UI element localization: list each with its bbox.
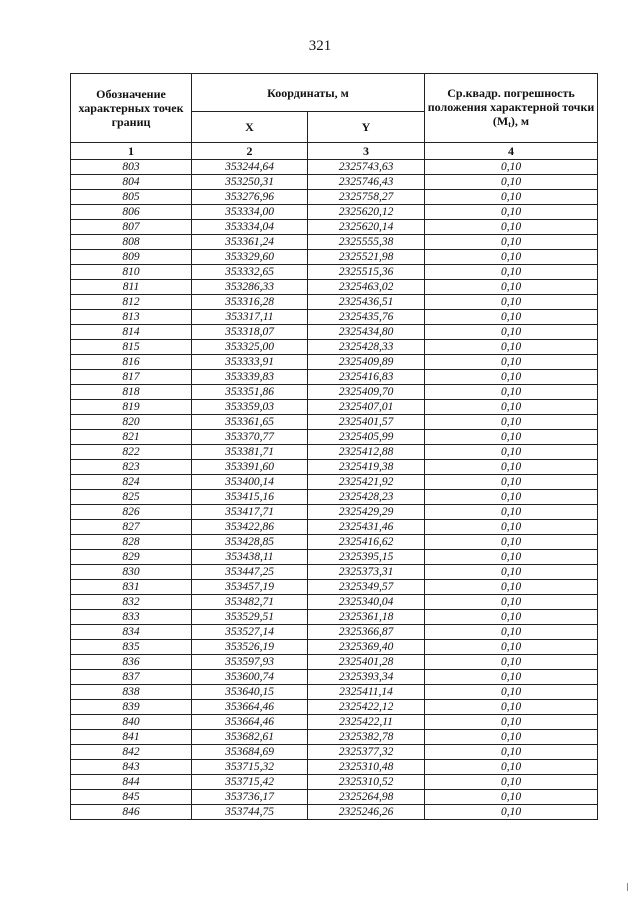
point-number-cell: 826 bbox=[71, 505, 192, 520]
point-number-cell: 837 bbox=[71, 670, 192, 685]
error-cell: 0,10 bbox=[425, 790, 598, 805]
point-number-cell: 817 bbox=[71, 370, 192, 385]
table-row bbox=[71, 700, 598, 715]
table-row bbox=[71, 445, 598, 460]
column-number: 3 bbox=[308, 143, 425, 160]
y-coordinate-cell: 2325361,18 bbox=[308, 610, 425, 625]
y-coordinate-cell: 2325393,34 bbox=[308, 670, 425, 685]
error-cell: 0,10 bbox=[425, 220, 598, 235]
table-row bbox=[71, 415, 598, 430]
point-number-cell: 809 bbox=[71, 250, 192, 265]
point-number-cell: 806 bbox=[71, 205, 192, 220]
error-cell: 0,10 bbox=[425, 535, 598, 550]
point-number-cell: 818 bbox=[71, 385, 192, 400]
table-row bbox=[71, 340, 598, 355]
x-coordinate-cell: 353370,77 bbox=[192, 430, 308, 445]
error-cell: 0,10 bbox=[425, 460, 598, 475]
point-number-cell: 820 bbox=[71, 415, 192, 430]
error-cell: 0,10 bbox=[425, 640, 598, 655]
error-cell: 0,10 bbox=[425, 805, 598, 820]
x-coordinate-cell: 353529,51 bbox=[192, 610, 308, 625]
x-coordinate-cell: 353715,42 bbox=[192, 775, 308, 790]
point-number-cell: 834 bbox=[71, 625, 192, 640]
point-number-cell: 846 bbox=[71, 805, 192, 820]
point-number-cell: 844 bbox=[71, 775, 192, 790]
point-number-cell: 835 bbox=[71, 640, 192, 655]
point-number-cell: 813 bbox=[71, 310, 192, 325]
header-coordinates: Координаты, м bbox=[192, 74, 425, 112]
y-coordinate-cell: 2325422,12 bbox=[308, 700, 425, 715]
point-number-cell: 832 bbox=[71, 595, 192, 610]
column-numbers-row bbox=[71, 143, 598, 160]
table-row bbox=[71, 550, 598, 565]
header-error bbox=[425, 74, 598, 143]
error-cell: 0,10 bbox=[425, 160, 598, 175]
table-row bbox=[71, 325, 598, 340]
y-coordinate-cell: 2325382,78 bbox=[308, 730, 425, 745]
error-cell: 0,10 bbox=[425, 355, 598, 370]
error-cell: 0,10 bbox=[425, 745, 598, 760]
table-row bbox=[71, 715, 598, 730]
y-coordinate-cell: 2325746,43 bbox=[308, 175, 425, 190]
error-cell: 0,10 bbox=[425, 625, 598, 640]
table-row bbox=[71, 475, 598, 490]
point-number-cell: 803 bbox=[71, 160, 192, 175]
table-row bbox=[71, 355, 598, 370]
y-coordinate-cell: 2325515,36 bbox=[308, 265, 425, 280]
y-coordinate-cell: 2325369,40 bbox=[308, 640, 425, 655]
error-cell: 0,10 bbox=[425, 190, 598, 205]
error-cell: 0,10 bbox=[425, 385, 598, 400]
x-coordinate-cell: 353415,16 bbox=[192, 490, 308, 505]
x-coordinate-cell: 353325,00 bbox=[192, 340, 308, 355]
point-number-cell: 827 bbox=[71, 520, 192, 535]
error-cell: 0,10 bbox=[425, 685, 598, 700]
y-coordinate-cell: 2325434,80 bbox=[308, 325, 425, 340]
error-cell: 0,10 bbox=[425, 400, 598, 415]
point-number-cell: 812 bbox=[71, 295, 192, 310]
table-row bbox=[71, 670, 598, 685]
y-coordinate-cell: 2325431,46 bbox=[308, 520, 425, 535]
table-row bbox=[71, 310, 598, 325]
header-error-prefix: Ср.квадр. погрешность положения характерной точки (M bbox=[427, 86, 595, 128]
x-coordinate-cell: 353684,69 bbox=[192, 745, 308, 760]
column-number: 1 bbox=[71, 143, 192, 160]
point-number-cell: 838 bbox=[71, 685, 192, 700]
point-number-cell: 814 bbox=[71, 325, 192, 340]
x-coordinate-cell: 353664,46 bbox=[192, 715, 308, 730]
x-coordinate-cell: 353316,28 bbox=[192, 295, 308, 310]
x-coordinate-cell: 353428,85 bbox=[192, 535, 308, 550]
table-row bbox=[71, 790, 598, 805]
y-coordinate-cell: 2325421,92 bbox=[308, 475, 425, 490]
table-row bbox=[71, 760, 598, 775]
table-row bbox=[71, 640, 598, 655]
error-cell: 0,10 bbox=[425, 265, 598, 280]
point-number-cell: 843 bbox=[71, 760, 192, 775]
y-coordinate-cell: 2325411,14 bbox=[308, 685, 425, 700]
error-cell: 0,10 bbox=[425, 595, 598, 610]
error-cell: 0,10 bbox=[425, 175, 598, 190]
error-cell: 0,10 bbox=[425, 505, 598, 520]
error-cell: 0,10 bbox=[425, 370, 598, 385]
error-cell: 0,10 bbox=[425, 520, 598, 535]
error-cell: 0,10 bbox=[425, 205, 598, 220]
point-number-cell: 816 bbox=[71, 355, 192, 370]
table-row bbox=[71, 250, 598, 265]
y-coordinate-cell: 2325435,76 bbox=[308, 310, 425, 325]
point-number-cell: 830 bbox=[71, 565, 192, 580]
y-coordinate-cell: 2325264,98 bbox=[308, 790, 425, 805]
y-coordinate-cell: 2325246,26 bbox=[308, 805, 425, 820]
table-row bbox=[71, 205, 598, 220]
x-coordinate-cell: 353527,14 bbox=[192, 625, 308, 640]
x-coordinate-cell: 353332,65 bbox=[192, 265, 308, 280]
error-cell: 0,10 bbox=[425, 670, 598, 685]
table-row bbox=[71, 280, 598, 295]
point-number-cell: 811 bbox=[71, 280, 192, 295]
error-cell: 0,10 bbox=[425, 580, 598, 595]
header-point-designation: Обозначение характерных точек границ bbox=[71, 74, 192, 143]
x-coordinate-cell: 353318,07 bbox=[192, 325, 308, 340]
table-body bbox=[71, 160, 598, 820]
x-coordinate-cell: 353361,24 bbox=[192, 235, 308, 250]
table-row bbox=[71, 655, 598, 670]
header-y: Y bbox=[308, 112, 425, 143]
y-coordinate-cell: 2325436,51 bbox=[308, 295, 425, 310]
point-number-cell: 828 bbox=[71, 535, 192, 550]
point-number-cell: 808 bbox=[71, 235, 192, 250]
point-number-cell: 823 bbox=[71, 460, 192, 475]
y-coordinate-cell: 2325310,48 bbox=[308, 760, 425, 775]
scan-edge-mark bbox=[627, 883, 628, 891]
y-coordinate-cell: 2325428,23 bbox=[308, 490, 425, 505]
error-cell: 0,10 bbox=[425, 760, 598, 775]
x-coordinate-cell: 353417,71 bbox=[192, 505, 308, 520]
point-number-cell: 841 bbox=[71, 730, 192, 745]
error-cell: 0,10 bbox=[425, 235, 598, 250]
x-coordinate-cell: 353736,17 bbox=[192, 790, 308, 805]
table-row bbox=[71, 190, 598, 205]
x-coordinate-cell: 353276,96 bbox=[192, 190, 308, 205]
x-coordinate-cell: 353597,93 bbox=[192, 655, 308, 670]
table-row bbox=[71, 520, 598, 535]
y-coordinate-cell: 2325412,88 bbox=[308, 445, 425, 460]
y-coordinate-cell: 2325620,12 bbox=[308, 205, 425, 220]
error-cell: 0,10 bbox=[425, 565, 598, 580]
point-number-cell: 845 bbox=[71, 790, 192, 805]
error-cell: 0,10 bbox=[425, 415, 598, 430]
point-number-cell: 805 bbox=[71, 190, 192, 205]
table-row bbox=[71, 460, 598, 475]
y-coordinate-cell: 2325419,38 bbox=[308, 460, 425, 475]
error-cell: 0,10 bbox=[425, 730, 598, 745]
y-coordinate-cell: 2325743,63 bbox=[308, 160, 425, 175]
point-number-cell: 819 bbox=[71, 400, 192, 415]
error-cell: 0,10 bbox=[425, 475, 598, 490]
y-coordinate-cell: 2325407,01 bbox=[308, 400, 425, 415]
point-number-cell: 822 bbox=[71, 445, 192, 460]
x-coordinate-cell: 353457,19 bbox=[192, 580, 308, 595]
table-row bbox=[71, 535, 598, 550]
error-cell: 0,10 bbox=[425, 430, 598, 445]
x-coordinate-cell: 353682,61 bbox=[192, 730, 308, 745]
point-number-cell: 829 bbox=[71, 550, 192, 565]
x-coordinate-cell: 353339,83 bbox=[192, 370, 308, 385]
y-coordinate-cell: 2325349,57 bbox=[308, 580, 425, 595]
x-coordinate-cell: 353244,64 bbox=[192, 160, 308, 175]
y-coordinate-cell: 2325366,87 bbox=[308, 625, 425, 640]
y-coordinate-cell: 2325416,62 bbox=[308, 535, 425, 550]
table-row bbox=[71, 775, 598, 790]
x-coordinate-cell: 353334,00 bbox=[192, 205, 308, 220]
x-coordinate-cell: 353422,86 bbox=[192, 520, 308, 535]
table-row bbox=[71, 265, 598, 280]
table-row bbox=[71, 610, 598, 625]
error-cell: 0,10 bbox=[425, 715, 598, 730]
table-row bbox=[71, 430, 598, 445]
table-row bbox=[71, 565, 598, 580]
point-number-cell: 815 bbox=[71, 340, 192, 355]
page-number: 321 bbox=[308, 38, 332, 54]
x-coordinate-cell: 353744,75 bbox=[192, 805, 308, 820]
error-cell: 0,10 bbox=[425, 775, 598, 790]
column-number: 2 bbox=[192, 143, 308, 160]
point-number-cell: 821 bbox=[71, 430, 192, 445]
point-number-cell: 807 bbox=[71, 220, 192, 235]
y-coordinate-cell: 2325463,02 bbox=[308, 280, 425, 295]
table-row bbox=[71, 580, 598, 595]
table-row bbox=[71, 235, 598, 250]
table-row bbox=[71, 595, 598, 610]
table-row bbox=[71, 685, 598, 700]
error-cell: 0,10 bbox=[425, 610, 598, 625]
error-cell: 0,10 bbox=[425, 340, 598, 355]
x-coordinate-cell: 353359,03 bbox=[192, 400, 308, 415]
y-coordinate-cell: 2325373,31 bbox=[308, 565, 425, 580]
error-cell: 0,10 bbox=[425, 490, 598, 505]
error-cell: 0,10 bbox=[425, 310, 598, 325]
x-coordinate-cell: 353664,46 bbox=[192, 700, 308, 715]
y-coordinate-cell: 2325340,04 bbox=[308, 595, 425, 610]
point-number-cell: 810 bbox=[71, 265, 192, 280]
x-coordinate-cell: 353438,11 bbox=[192, 550, 308, 565]
table-row bbox=[71, 385, 598, 400]
x-coordinate-cell: 353715,32 bbox=[192, 760, 308, 775]
table-row bbox=[71, 505, 598, 520]
point-number-cell: 831 bbox=[71, 580, 192, 595]
table-row bbox=[71, 370, 598, 385]
y-coordinate-cell: 2325620,14 bbox=[308, 220, 425, 235]
point-number-cell: 804 bbox=[71, 175, 192, 190]
point-number-cell: 842 bbox=[71, 745, 192, 760]
y-coordinate-cell: 2325377,32 bbox=[308, 745, 425, 760]
table-row bbox=[71, 730, 598, 745]
table-row bbox=[71, 745, 598, 760]
x-coordinate-cell: 353329,60 bbox=[192, 250, 308, 265]
y-coordinate-cell: 2325416,83 bbox=[308, 370, 425, 385]
x-coordinate-cell: 353447,25 bbox=[192, 565, 308, 580]
table-row bbox=[71, 220, 598, 235]
error-cell: 0,10 bbox=[425, 325, 598, 340]
y-coordinate-cell: 2325395,15 bbox=[308, 550, 425, 565]
y-coordinate-cell: 2325555,38 bbox=[308, 235, 425, 250]
y-coordinate-cell: 2325401,28 bbox=[308, 655, 425, 670]
y-coordinate-cell: 2325401,57 bbox=[308, 415, 425, 430]
error-cell: 0,10 bbox=[425, 700, 598, 715]
error-cell: 0,10 bbox=[425, 295, 598, 310]
header-x: X bbox=[192, 112, 308, 143]
error-cell: 0,10 bbox=[425, 550, 598, 565]
point-number-cell: 840 bbox=[71, 715, 192, 730]
error-cell: 0,10 bbox=[425, 445, 598, 460]
x-coordinate-cell: 353640,15 bbox=[192, 685, 308, 700]
point-number-cell: 824 bbox=[71, 475, 192, 490]
table-row bbox=[71, 625, 598, 640]
x-coordinate-cell: 353334,04 bbox=[192, 220, 308, 235]
error-cell: 0,10 bbox=[425, 280, 598, 295]
x-coordinate-cell: 353482,71 bbox=[192, 595, 308, 610]
table-row bbox=[71, 490, 598, 505]
x-coordinate-cell: 353286,33 bbox=[192, 280, 308, 295]
point-number-cell: 833 bbox=[71, 610, 192, 625]
coordinates-table bbox=[70, 73, 598, 820]
header-error-sub: t bbox=[508, 120, 511, 129]
table-row bbox=[71, 295, 598, 310]
x-coordinate-cell: 353351,86 bbox=[192, 385, 308, 400]
x-coordinate-cell: 353361,65 bbox=[192, 415, 308, 430]
point-number-cell: 839 bbox=[71, 700, 192, 715]
x-coordinate-cell: 353333,91 bbox=[192, 355, 308, 370]
y-coordinate-cell: 2325758,27 bbox=[308, 190, 425, 205]
x-coordinate-cell: 353600,74 bbox=[192, 670, 308, 685]
y-coordinate-cell: 2325409,70 bbox=[308, 385, 425, 400]
error-cell: 0,10 bbox=[425, 655, 598, 670]
x-coordinate-cell: 353400,14 bbox=[192, 475, 308, 490]
x-coordinate-cell: 353250,31 bbox=[192, 175, 308, 190]
y-coordinate-cell: 2325405,99 bbox=[308, 430, 425, 445]
table-header bbox=[71, 74, 598, 160]
x-coordinate-cell: 353391,60 bbox=[192, 460, 308, 475]
y-coordinate-cell: 2325428,33 bbox=[308, 340, 425, 355]
column-number: 4 bbox=[425, 143, 598, 160]
y-coordinate-cell: 2325310,52 bbox=[308, 775, 425, 790]
header-error-suffix: ), м bbox=[510, 114, 530, 128]
x-coordinate-cell: 353317,11 bbox=[192, 310, 308, 325]
table-row bbox=[71, 175, 598, 190]
y-coordinate-cell: 2325429,29 bbox=[308, 505, 425, 520]
point-number-cell: 836 bbox=[71, 655, 192, 670]
table-row bbox=[71, 160, 598, 175]
x-coordinate-cell: 353526,19 bbox=[192, 640, 308, 655]
x-coordinate-cell: 353381,71 bbox=[192, 445, 308, 460]
table-row bbox=[71, 400, 598, 415]
y-coordinate-cell: 2325409,89 bbox=[308, 355, 425, 370]
point-number-cell: 825 bbox=[71, 490, 192, 505]
y-coordinate-cell: 2325422,11 bbox=[308, 715, 425, 730]
table-row bbox=[71, 805, 598, 820]
y-coordinate-cell: 2325521,98 bbox=[308, 250, 425, 265]
error-cell: 0,10 bbox=[425, 250, 598, 265]
